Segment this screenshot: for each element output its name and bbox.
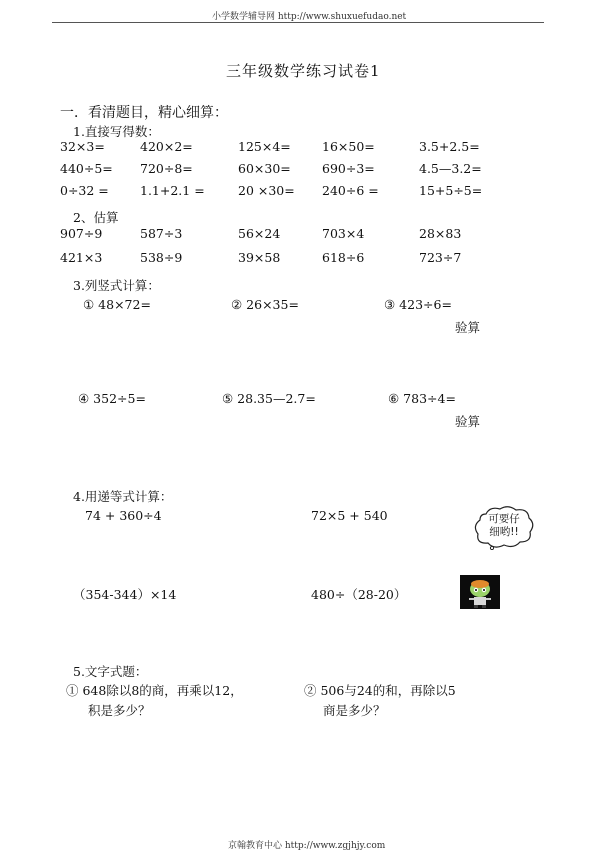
page-footer: 京翰教育中心 http://www.zgjhjy.com [228, 841, 386, 851]
section-heading: 一．看清题目，精心细算： [60, 105, 228, 121]
word-problem-1-line2: 积是多少？ [88, 703, 151, 718]
estimate-question: 907÷9 [60, 226, 103, 241]
header-rule [52, 22, 544, 23]
page-header: 小学数学辅导网 http://www.shuxuefudao.net [212, 12, 407, 22]
part4-label: 4.用递等式计算： [73, 489, 173, 504]
oral-question: 440÷5= [60, 161, 113, 176]
part3-label: 3.列竖式计算： [73, 278, 160, 293]
page-title: 三年级数学练习试卷1 [226, 62, 381, 80]
oral-question: 0÷32 = [60, 183, 109, 198]
oral-question: 16×50= [322, 139, 375, 154]
oral-question: 15+5÷5= [419, 183, 483, 198]
vertical-question: ⑥ 783÷4= [388, 391, 456, 406]
stepwise-question: （354-344）×14 [73, 587, 177, 602]
speech-text [480, 513, 528, 539]
oral-question: 720÷8= [140, 161, 193, 176]
vertical-question: ② 26×35= [231, 297, 299, 312]
vertical-question: ④ 352÷5= [78, 391, 146, 406]
estimate-question: 538÷9 [140, 250, 183, 265]
part5-label: 5.文字式题： [73, 664, 148, 679]
oral-question: 240÷6 = [322, 183, 379, 198]
estimate-question: 56×24 [238, 226, 281, 241]
stepwise-question: 74 + 360÷4 [85, 508, 162, 523]
oral-question: 3.5+2.5= [419, 139, 480, 154]
oral-question: 1.1+2.1 = [140, 183, 205, 198]
speech-line-1: 可要仔 [488, 513, 520, 525]
oral-question: 32×3= [60, 139, 105, 154]
mascot-icon [460, 575, 500, 609]
estimate-question: 28×83 [419, 226, 462, 241]
part1-label: 1.直接写得数： [73, 124, 160, 139]
word-problem-2-line1: ② 506与24的和，再除以5 [304, 683, 456, 698]
oral-question: 420×2= [140, 139, 193, 154]
estimate-question: 703×4 [322, 226, 365, 241]
part2-label: 2、估算 [73, 210, 119, 225]
stepwise-question: 480÷（28-20） [311, 587, 407, 602]
estimate-question: 618÷6 [322, 250, 365, 265]
estimate-question: 723÷7 [419, 250, 462, 265]
estimate-question: 421×3 [60, 250, 103, 265]
vertical-question: ① 48×72= [83, 297, 151, 312]
word-problem-1-line1: ① 648除以8的商，再乘以12， [66, 683, 243, 698]
vertical-question: ③ 423÷6= [384, 297, 452, 312]
vertical-question: ⑤ 28.35—2.7= [222, 391, 316, 406]
estimate-question: 39×58 [238, 250, 281, 265]
oral-question: 4.5—3.2= [419, 161, 482, 176]
mascot-image [460, 575, 500, 609]
oral-question: 20 ×30= [238, 183, 295, 198]
word-problem-2-line2: 商是多少？ [323, 703, 386, 718]
stepwise-question: 72×5 + 540 [311, 508, 388, 523]
oral-question: 125×4= [238, 139, 291, 154]
estimate-question: 587÷3 [140, 226, 183, 241]
oral-question: 690÷3= [322, 161, 375, 176]
check-label: 验算 [455, 414, 481, 429]
oral-question: 60×30= [238, 161, 291, 176]
check-label: 验算 [455, 320, 481, 335]
speech-line-2: 细哟!! [489, 526, 519, 538]
